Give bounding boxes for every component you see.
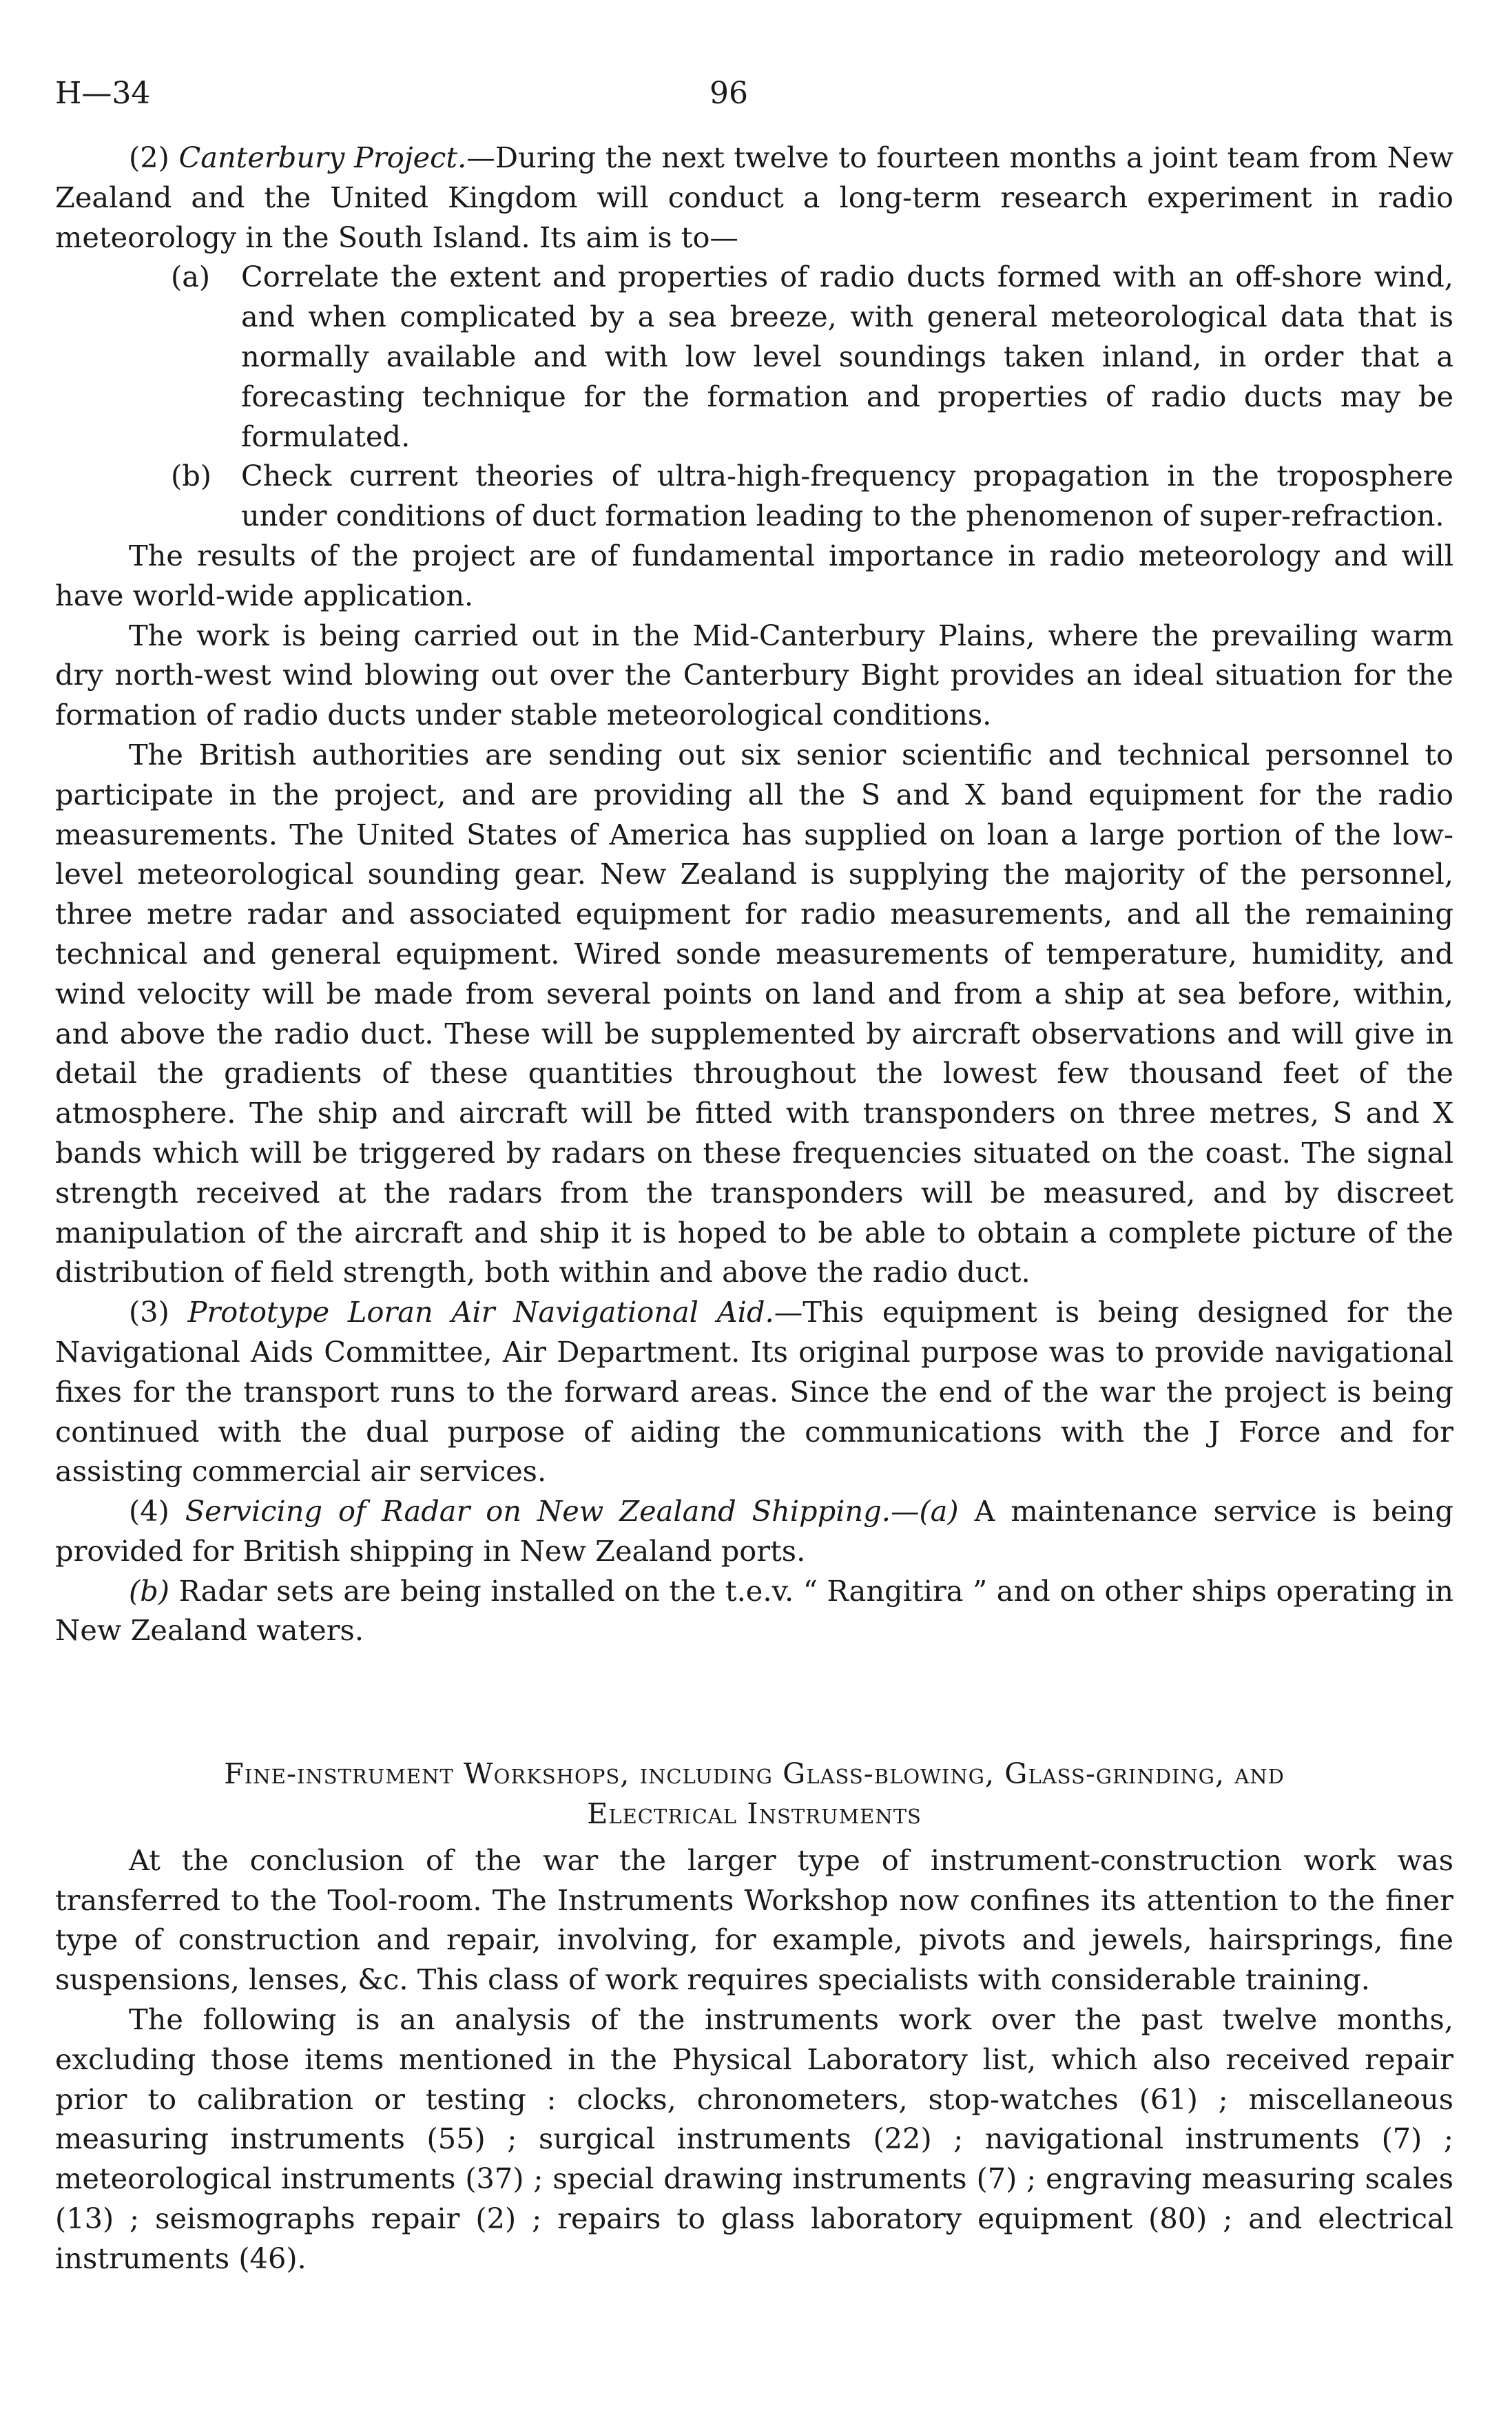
servicing-b-label: (b) — [129, 1573, 169, 1608]
servicing-dash: — — [890, 1494, 920, 1529]
canterbury-intro-paragraph — [55, 138, 1453, 257]
item-b-label: (b) — [171, 459, 211, 493]
british-paragraph: The British authorities are sending out six senior scientific and technical personnel to participate in the project, and are providing all the S and X band equipment for the radio measurements. The United States of America has supplied on loan a large portion of the low-level meteorological sounding gear. New Zealand is supplying the majority of the personnel, three metre radar and associated equipment for radio measurements, and all the remaining technical and general equipment. Wired sonde measurements of temperature, humidity, and wind velocity will be made from several points on land and from a ship at sea before, within, and above the radio duct. These will be supplemented by aircraft observations and will give in detail the gradients of these quantities throughout the lowest few thousand feet of the atmosphere. The ship and aircraft will be fitted with transponders on three metres, S and X bands which will be triggered by radars on these frequencies situated on the coast. The signal strength received at the radars from the transponders will be measured, and by discreet manipulation of the aircraft and ship it is hoped to be able to obtain a complete picture of the distribution of field strength, both within and above the radio duct. — [55, 737, 1453, 1289]
report-reference: H—34 — [55, 76, 151, 111]
loran-paragraph — [55, 1292, 1453, 1491]
results-paragraph: The results of the project are of fundamental importance in radio meteorology and will have world-wide application. — [55, 538, 1453, 612]
servicing-b-text: Radar sets are being installed on the t.e.v. “ Rangitira ” and on other ships operating in New Zealand waters. — [55, 1573, 1453, 1648]
loran-title: Prototype Loran Air Navigational Aid. — [187, 1295, 774, 1329]
workshops-conclusion-paragraph: At the conclusion of the war the larger type of instrument-construction work was transferred to the Tool-room. The Instruments Workshop now confines its attention to the finer type of construction and repair, involving, for example, pivots and jewels, hairsprings, fine suspensions, lenses, &c. This class of work requires specialists with considerable training. — [55, 1843, 1453, 1997]
workshops-heading-line-2: Electrical Instruments — [587, 1796, 922, 1831]
workshops-heading — [55, 1754, 1453, 1834]
item-b-text: Check current theories of ultra-high-frequency propagation in the troposphere under conditions of duct formation leading to the phenomenon of super-refraction. — [241, 459, 1453, 533]
loran-number: (3) — [129, 1295, 169, 1329]
canterbury-item-a — [55, 257, 1453, 456]
page-header — [55, 76, 1453, 138]
canterbury-item-b — [55, 456, 1453, 536]
page-body — [55, 138, 1453, 2279]
page-number: 96 — [710, 76, 748, 111]
servicing-b-paragraph — [55, 1571, 1453, 1651]
servicing-paragraph — [55, 1491, 1453, 1571]
servicing-a-label: (a) — [919, 1494, 959, 1529]
item-a-label: (a) — [171, 260, 211, 294]
work-paragraph: The work is being carried out in the Mid-Canterbury Plains, where the prevailing warm dry north-west wind blowing out over the Canterbury Bight provides an ideal situation for the formation of radio ducts under stable meteorological conditions. — [55, 618, 1453, 732]
workshops-analysis-paragraph: The following is an analysis of the instruments work over the past twelve months, excluding those items mentioned in the Physical Laboratory list, which also received repair prior to calibration or testing : clocks, chronometers, stop-watches (61) ; miscellaneous measuring instruments (55) ; surgical instruments (22) ; navigational instruments (7) ; meteorological instruments (37) ; special drawing instruments (7) ; engraving measuring scales (13) ; seismographs repair (2) ; repairs to glass laboratory equipment (80) ; and electrical instruments (46). — [55, 2002, 1453, 2275]
canterbury-number: (2) — [129, 141, 169, 174]
servicing-title: Servicing of Radar on New Zealand Shipping. — [185, 1494, 891, 1529]
servicing-a-text: A maintenance service is being provided for British shipping in New Zealand ports. — [55, 1494, 1453, 1568]
servicing-number: (4) — [129, 1494, 169, 1529]
loran-text: —This equipment is being designed for the Navigational Aids Committee, Air Department. Its original purpose was to provide navigational fixes for the transport runs to the forward areas. Since the end of the war the project is being continued with the dual purpose of aiding the communications with the J Force and for assisting commercial air services. — [55, 1295, 1453, 1489]
canterbury-intro-text: —During the next twelve to fourteen months a joint team from New Zealand and the United Kingdom will conduct a long-term research experiment in radio meteorology in the South Island. Its aim is to— — [55, 141, 1454, 254]
workshops-heading-line-1: Fine-instrument Workshops, including Glass-blowing, Glass-grinding, and — [224, 1757, 1285, 1791]
canterbury-title: Canterbury Project. — [178, 141, 467, 174]
item-a-text: Correlate the extent and properties of radio ducts formed with an off-shore wind, and when complicated by a sea breeze, with general meteorological data that is normally available and with low level soundings taken inland, in order that a forecasting technique for the formation and properties of radio ducts may be formulated. — [241, 260, 1453, 453]
document-page — [55, 76, 1453, 2279]
